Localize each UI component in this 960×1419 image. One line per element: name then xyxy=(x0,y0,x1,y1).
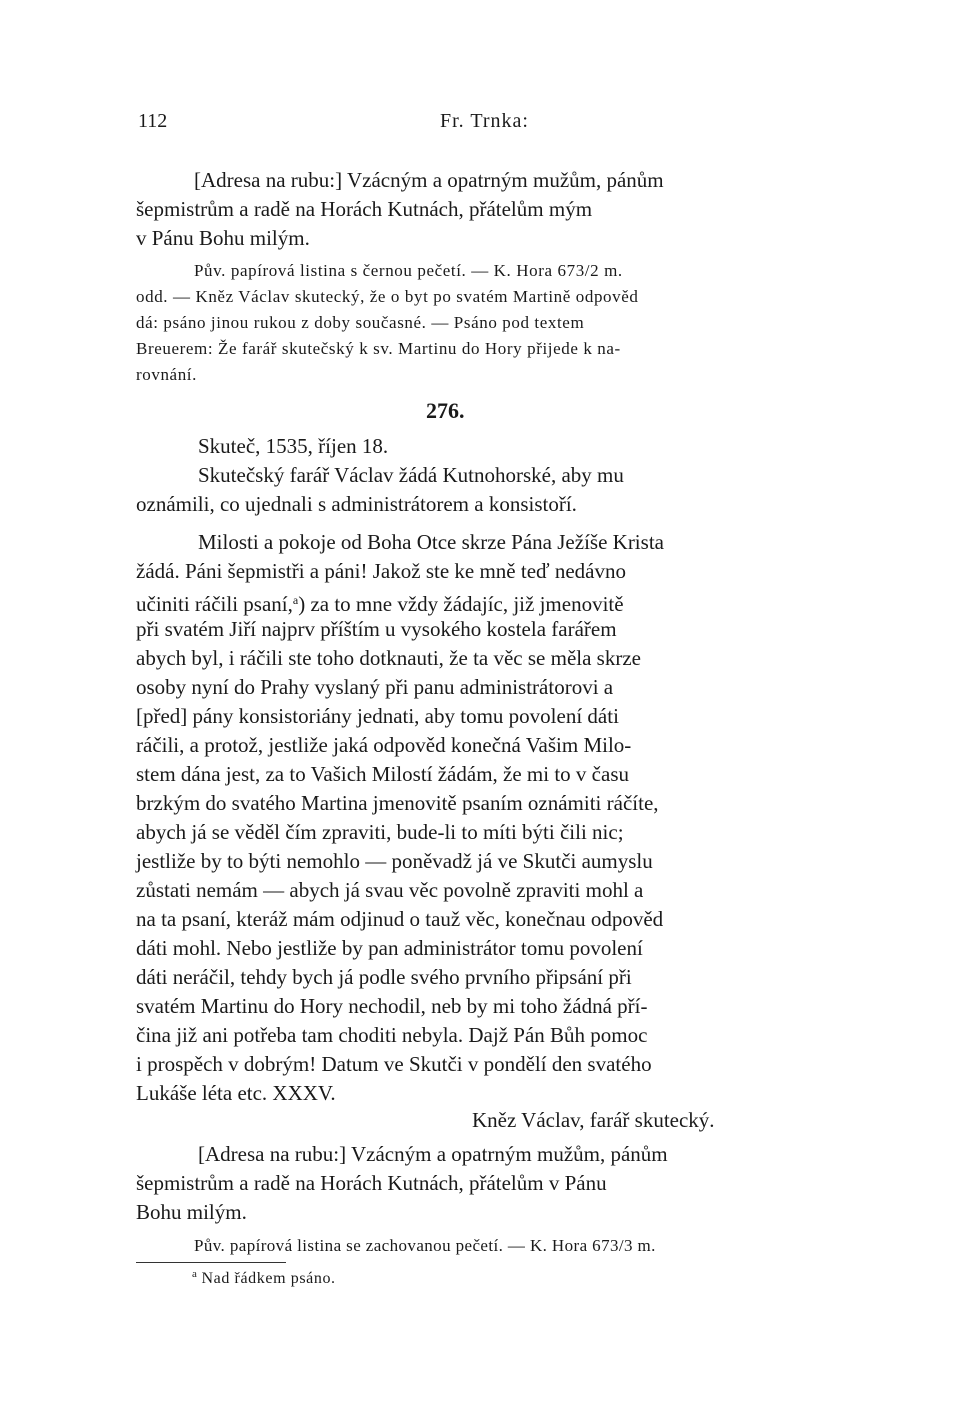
text-line: šepmistrům a radě na Horách Kutnách, přátelům mým xyxy=(136,197,593,221)
running-header xyxy=(136,110,822,138)
text-line: Breuerem: Že farář skutečský k sv. Martinu do Hory přijede k na- xyxy=(136,339,621,358)
document-address xyxy=(136,1140,822,1227)
text-line: jestliže by to býti nemohlo — poněvadž já ve Skutči aumyslu xyxy=(136,849,653,873)
text-line: dáti mohl. Nebo jestliže by pan administrátor tomu povolení xyxy=(136,936,643,960)
page-number: 112 xyxy=(138,110,168,132)
text-line: Bohu milým. xyxy=(136,1200,247,1224)
text-fragment: ) za to mne vždy žádajíc, již jmenovitě xyxy=(298,592,624,616)
text-line: čina již ani potřeba tam choditi nebyla. Dajž Pán Bůh pomoc xyxy=(136,1023,648,1047)
place-date: Skuteč, 1535, říjen 18. xyxy=(198,434,389,458)
text-line: na ta psaní, kteráž mám odjinud o tauž věc, konečnau odpověd xyxy=(136,907,664,931)
text-line: ráčili, a protož, jestliže jaká odpověd konečná Vašim Milo- xyxy=(136,733,632,757)
letter-body xyxy=(136,528,822,1108)
footnote-divider xyxy=(136,1262,286,1263)
text-line: odd. — Kněz Václav skutecký, že o byt po svatém Martině odpověd xyxy=(136,287,639,306)
previous-archival-note xyxy=(136,258,822,388)
text-line: Lukáše léta etc. XXXV. xyxy=(136,1081,336,1105)
text-line: [Adresa na rubu:] Vzácným a opatrným mužům, pánům xyxy=(194,168,664,192)
footnote xyxy=(192,1268,336,1288)
text-line: abych já se věděl čím zpraviti, bude-li to míti býti čili nic; xyxy=(136,820,624,844)
regest-line: Skutečský farář Václav žádá Kutnohorské, aby mu xyxy=(198,463,624,487)
text-line: [před] pány konsistoriány jednati, aby tomu povolení dáti xyxy=(136,704,619,728)
document-archival-note xyxy=(136,1233,822,1259)
text-line: dá: psáno jinou rukou z doby současné. — Psáno pod textem xyxy=(136,313,585,332)
text-fragment: učiniti ráčili psaní, xyxy=(136,592,293,616)
text-line: rovnání. xyxy=(136,365,197,384)
text-line-with-footnote-ref xyxy=(136,586,822,615)
text-line: Pův. papírová listina s černou pečetí. — K. Hora 673/2 m. xyxy=(194,261,623,280)
text-line: dáti neráčil, tehdy bych já podle svého prvního připsání při xyxy=(136,965,632,989)
footnote-mark: a xyxy=(192,1268,198,1280)
document-number: 276. xyxy=(426,398,465,423)
text-line: svatém Martinu do Hory nechodil, neb by mi toho žádná pří- xyxy=(136,994,648,1018)
text-line: osoby nyní do Prahy vyslaný při panu administrátorovi a xyxy=(136,675,614,699)
text-line: při svatém Jiří najprv příštím u vysokého kostela farářem xyxy=(136,617,617,641)
footnote-text: Nad řádkem psáno. xyxy=(201,1270,336,1287)
text-line: Milosti a pokoje od Boha Otce skrze Pána Ježíše Krista xyxy=(198,530,664,554)
running-title: Fr. Trnka: xyxy=(440,110,529,132)
text-line: v Pánu Bohu milým. xyxy=(136,226,310,250)
text-line: Pův. papírová listina se zachovanou pečetí. — K. Hora 673/3 m. xyxy=(194,1236,656,1255)
regest-line: oznámili, co ujednali s administrátorem a konsistoří. xyxy=(136,492,577,516)
text-line: i prospěch v dobrým! Datum ve Skutči v pondělí den svatého xyxy=(136,1052,652,1076)
footnote-reference: a xyxy=(292,593,299,607)
text-line: zůstati nemám — abych já svau věc povolně zpraviti mohl a xyxy=(136,878,644,902)
text-line: abych byl, i ráčili ste toho dotknauti, že ta věc se měla skrze xyxy=(136,646,641,670)
text-line: stem dána jest, za to Vašich Milostí žádám, že mi to v času xyxy=(136,762,629,786)
signature: Kněz Václav, farář skutecký. xyxy=(472,1108,715,1132)
text-line: šepmistrům a radě na Horách Kutnách, přátelům v Pánu xyxy=(136,1171,607,1195)
text-line: [Adresa na rubu:] Vzácným a opatrným mužům, pánům xyxy=(198,1142,668,1166)
previous-address xyxy=(136,166,822,253)
text-line: žádá. Páni šepmistři a páni! Jakož ste ke mně teď nedávno xyxy=(136,559,627,583)
document-heading xyxy=(136,432,822,519)
text-line: brzkým do svatého Martina jmenovitě psaním oznámiti ráčíte, xyxy=(136,791,659,815)
